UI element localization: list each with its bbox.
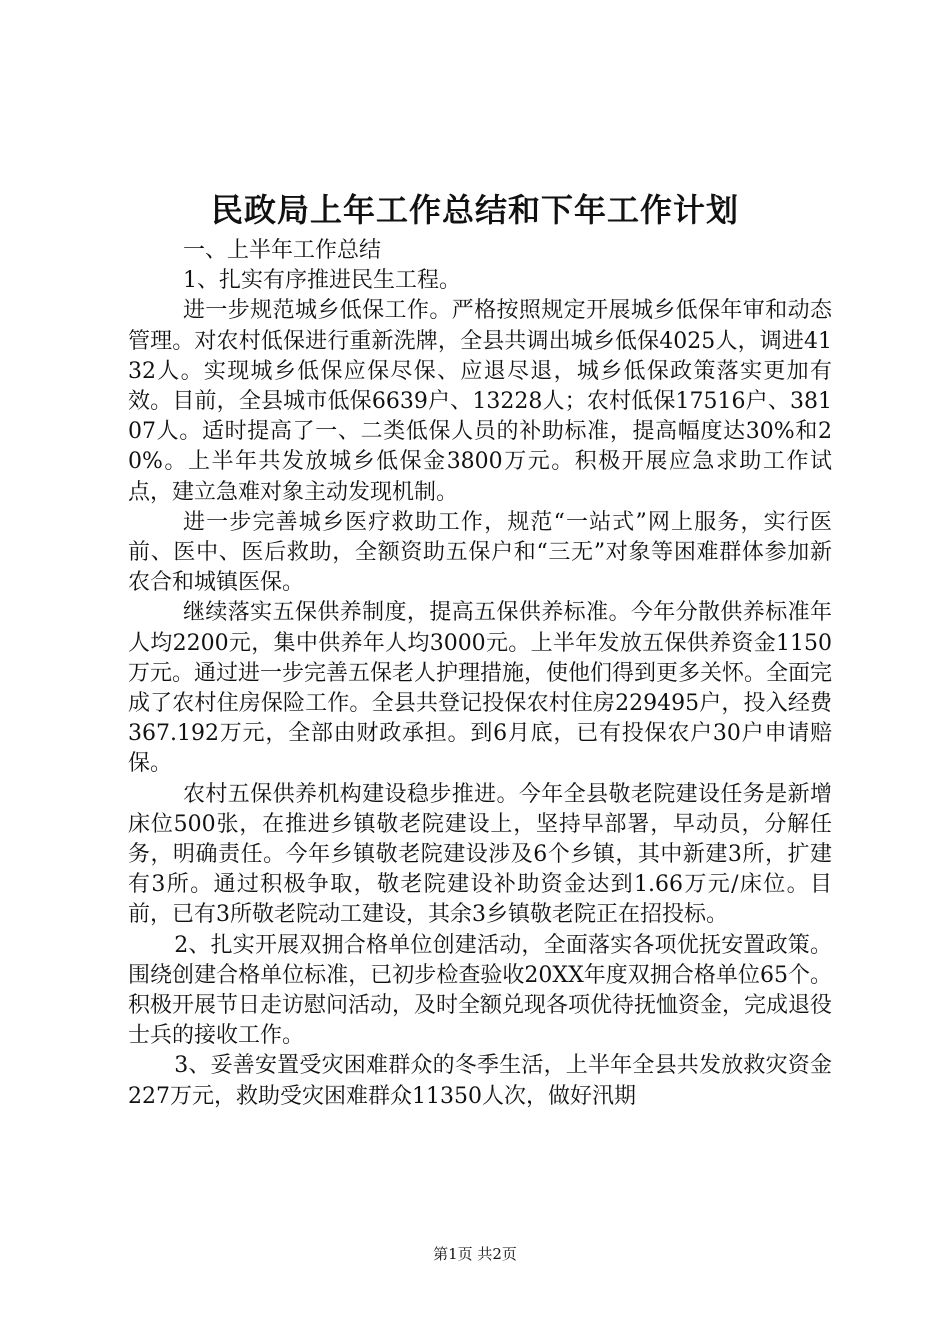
paragraph: 2、扎实开展双拥合格单位创建活动，全面落实各项优抚安置政策。围绕创建合格单位标准，已初步检查验收20XX年度双拥合格单位65个。积极开展节日走访慰问活动，及时全额兑现各项优待抚恤资金，完成退役士兵的接收工作。 bbox=[128, 932, 833, 1049]
paragraph: 进一步规范城乡低保工作。严格按照规定开展城乡低保年审和动态管理。对农村低保进行重新洗牌，全县共调出城乡低保4025人，调进4132人。实现城乡低保应保尽保、应退尽退，城乡低保政策落实更加有效。目前，全县城市低保6639户、13228人；农村低保17516户、38107人。适时提高了一、二类低保人员的补助标准，提高幅度达30%和20%。上半年共发放城乡低保金3800万元。积极开展应急求助工作试点，建立急难对象主动发现机制。 bbox=[128, 298, 832, 505]
section-heading: 一、上半年工作总结 bbox=[183, 238, 382, 263]
document-title: 民政局上年工作总结和下年工作计划 bbox=[210, 191, 739, 229]
paragraph: 3、妥善安置受灾困难群众的冬季生活，上半年全县共发放救灾资金227万元，救助受灾困难群众11350人次，做好汛期 bbox=[128, 1053, 832, 1109]
subsection-heading: 1、扎实有序推进民生工程。 bbox=[183, 268, 461, 294]
document-body bbox=[128, 236, 832, 1112]
page-footer: 第1页 共2页 bbox=[433, 1245, 517, 1263]
paragraph: 继续落实五保供养制度，提高五保供养标准。今年分散供养标准年人均2200元，集中供养年人均3000元。上半年发放五保供养资金1150万元。通过进一步完善五保老人护理措施，使他们得到更多关怀。全面完成了农村住房保险工作。全县共登记投保农村住房229495户，投入经费367.192万元，全部由财政承担。到6月底，已有投保农户30户申请赔保。 bbox=[128, 600, 833, 777]
paragraph: 农村五保供养机构建设稳步推进。今年全县敬老院建设任务是新增床位500张，在推进乡镇敬老院建设上，坚持早部署，早动员，分解任务，明确责任。今年乡镇敬老院建设涉及6个乡镇，其中新建3所，扩建有3所。通过积极争取，敬老院建设补助资金达到1.66万元/床位。目前，已有3所敬老院动工建设，其余3乡镇敬老院正在招投标。 bbox=[128, 781, 832, 928]
paragraph: 进一步完善城乡医疗救助工作，规范“一站式”网上服务，实行医前、医中、医后救助，全额资助五保户和“三无”对象等困难群体参加新农合和城镇医保。 bbox=[128, 509, 832, 596]
